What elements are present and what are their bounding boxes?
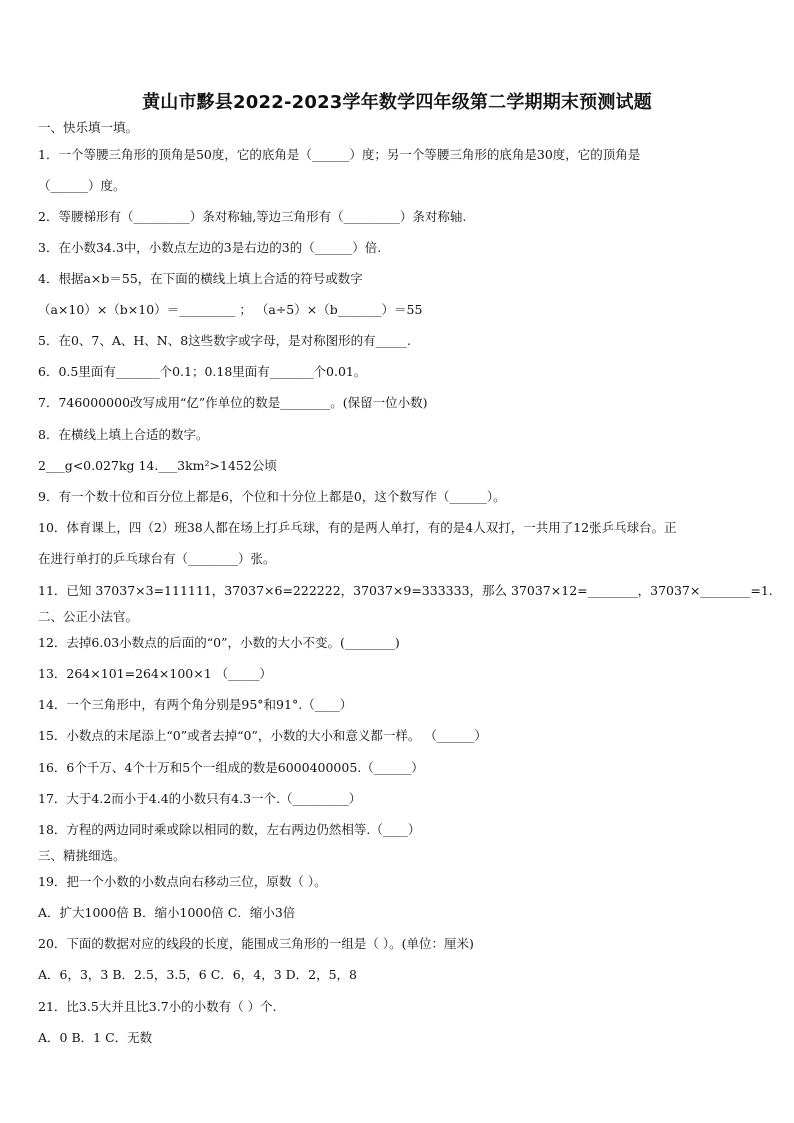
question-4-line-2: （a×10）×（b×10）＝_________ ； （a÷5）×（b_______）＝55 [38, 302, 423, 317]
question-8-items: 2___g<0.027kg 14.___3km²>1452公顷 [38, 458, 277, 473]
question-15: 15．小数点的末尾添上“0”或者去掉“0”，小数的大小和意义都一样。 （______） [38, 728, 487, 743]
question-8: 8．在横线上填上合适的数字。 [38, 427, 209, 442]
question-19-options: A．扩大1000倍 B．缩小1000倍 C．缩小3倍 [38, 905, 296, 920]
question-11: 11．已知 37037×3=111111，37037×6=222222，37037×9=333333，那么 37037×12=________，37037×________=1. [38, 583, 773, 598]
question-18: 18．方程的两边同时乘或除以相同的数，左右两边仍然相等.（____） [38, 822, 421, 837]
question-2: 2．等腰梯形有（_________）条对称轴,等边三角形有（_________）条对称轴. [38, 209, 467, 224]
section-heading-2: 二、公正小法官。 [38, 609, 139, 624]
question-12: 12．去掉6.03小数点的后面的“0”，小数的大小不变。(________) [38, 635, 400, 650]
section-heading-3: 三、精挑细选。 [38, 848, 126, 863]
question-19: 19．把一个小数的小数点向右移动三位，原数（ ）。 [38, 874, 327, 889]
question-14: 14．一个三角形中，有两个角分别是95°和91°.（____） [38, 697, 353, 712]
question-1-line-1: 1．一个等腰三角形的顶角是50度，它的底角是（______）度；另一个等腰三角形的底角是30度，它的顶角是 [38, 147, 641, 162]
question-3: 3．在小数34.3中，小数点左边的3是右边的3的（______）倍. [38, 240, 382, 255]
question-5: 5．在0、7、A、H、N、8这些数字或字母，是对称图形的有_____. [38, 333, 411, 348]
question-1-line-2: （______）度。 [38, 178, 126, 193]
question-6: 6．0.5里面有_______个0.1；0.18里面有_______个0.01。 [38, 364, 367, 379]
question-7: 7．746000000改写成用“亿”作单位的数是________。(保留一位小数) [38, 395, 428, 410]
question-10-line-1: 10．体育课上，四（2）班38人都在场上打乒乓球，有的是两人单打，有的是4人双打，一共用了12张乒乓球台。正 [38, 520, 677, 535]
page-title: 黄山市黟县2022-2023学年数学四年级第二学期期末预测试题 [142, 92, 652, 113]
question-21: 21．比3.5大并且比3.7小的小数有（ ）个. [38, 999, 277, 1014]
section-heading-1: 一、快乐填一填。 [38, 120, 139, 135]
question-20: 20．下面的数据对应的线段的长度，能围成三角形的一组是（ ）。(单位：厘米) [38, 936, 474, 951]
question-20-options: A．6，3，3 B．2.5，3.5，6 C．6，4，3 D．2，5，8 [38, 967, 358, 982]
question-13: 13．264×101=264×100×1 （_____） [38, 666, 272, 681]
question-16: 16．6个千万、4个十万和5个一组成的数是6000400005.（______） [38, 760, 424, 775]
question-10-line-2: 在进行单打的乒乓球台有（________）张。 [38, 551, 276, 566]
question-17: 17．大于4.2而小于4.4的小数只有4.3一个.（_________） [38, 791, 362, 806]
question-4-line-1: 4．根据a×b＝55，在下面的横线上填上合适的符号或数字 [38, 271, 363, 286]
question-9: 9．有一个数十位和百分位上都是6，个位和十分位上都是0，这个数写作（______）。 [38, 489, 506, 504]
question-21-options: A．0 B．1 C．无数 [38, 1030, 153, 1045]
